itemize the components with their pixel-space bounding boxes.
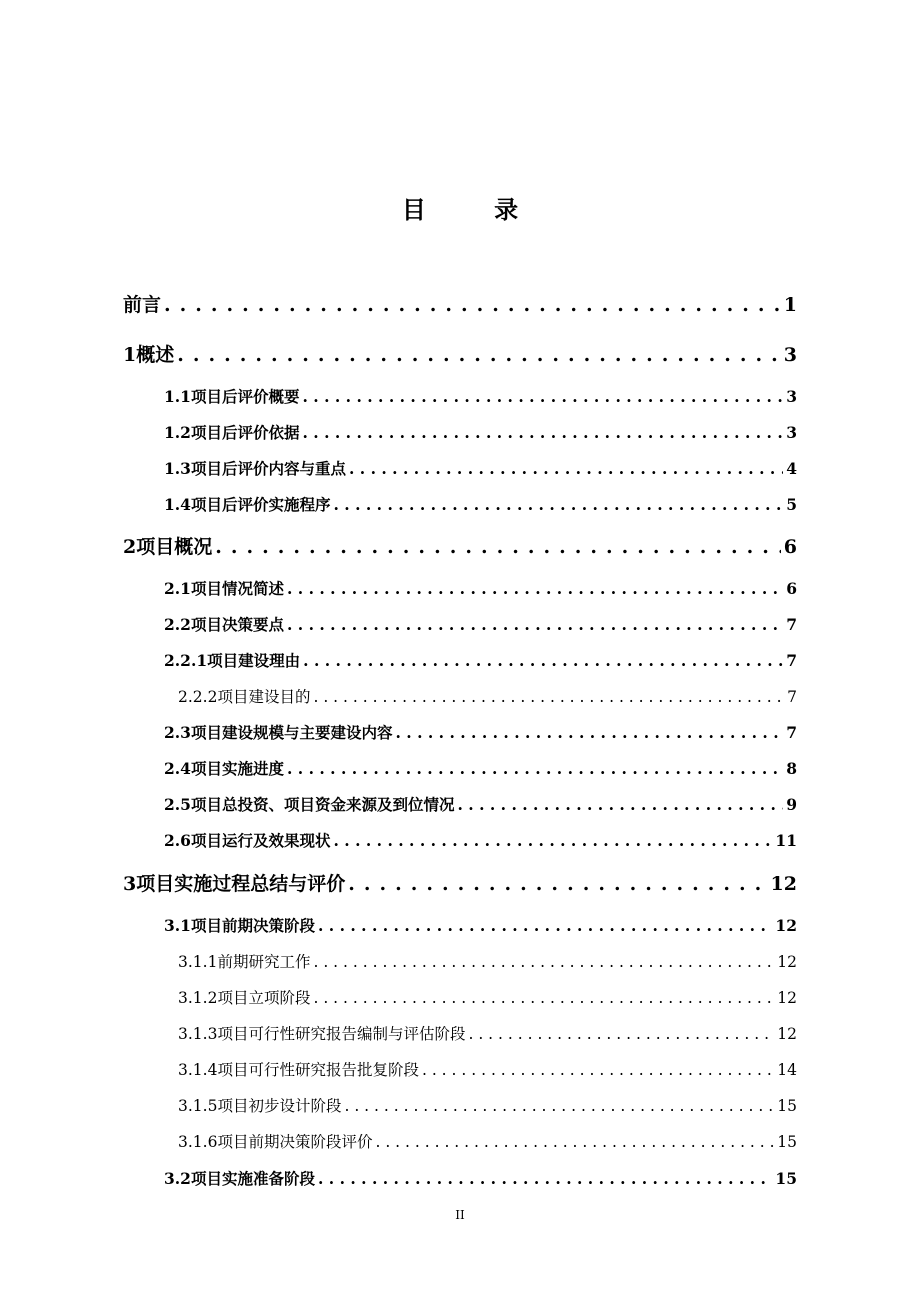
toc-entry-2-5[interactable] <box>164 792 797 818</box>
toc-entry-number: 2.1 <box>164 579 191 598</box>
toc-entry-1-4[interactable] <box>164 492 797 518</box>
leader-dots <box>302 384 783 410</box>
toc-entry-3-2[interactable] <box>164 1166 797 1192</box>
toc-entry-page: 7 <box>787 688 797 706</box>
toc-entry-title: 前期研究工作 <box>217 953 311 971</box>
toc-entry-number: 2.2.2 <box>178 688 218 706</box>
toc-entry-2-4[interactable] <box>164 756 797 782</box>
toc-entry-number: 3.1.3 <box>178 1025 218 1043</box>
toc-entry-page: 12 <box>777 989 797 1007</box>
leader-dots <box>164 290 781 320</box>
toc-entry-number: 2.2.1 <box>164 651 208 670</box>
toc-entry-title: 前言 <box>123 294 162 316</box>
leader-dots <box>318 913 772 939</box>
toc-entry-title: 项目前期决策阶段评价 <box>217 1133 373 1151</box>
toc-entry-number: 1.2 <box>164 423 191 442</box>
toc-entry-title: 项目后评价依据 <box>190 423 300 442</box>
toc-entry-number: 1 <box>123 344 137 366</box>
leader-dots <box>422 1057 774 1083</box>
toc-entry-page: 6 <box>783 536 797 558</box>
toc-entry-2-2-2[interactable] <box>178 684 797 710</box>
toc-entry-title: 项目建设目的 <box>217 688 311 706</box>
toc-entry-page: 1 <box>783 294 797 316</box>
leader-dots <box>287 576 783 602</box>
toc-entry-2-6[interactable] <box>164 828 797 854</box>
toc-entry-page: 14 <box>777 1061 797 1079</box>
toc-entry-3-1-4[interactable] <box>178 1057 797 1083</box>
toc-entry-page: 7 <box>786 723 797 742</box>
page-number: II <box>455 1208 465 1222</box>
toc-entry-title: 项目建设理由 <box>207 651 301 670</box>
toc-entry-3-1-2[interactable] <box>178 985 797 1011</box>
toc-entry-page: 3 <box>786 423 797 442</box>
leader-dots <box>344 1093 774 1119</box>
toc-entry-page: 7 <box>786 651 797 670</box>
leader-dots <box>395 720 783 746</box>
toc-entry-title: 项目运行及效果现状 <box>190 831 331 850</box>
toc-entry-3[interactable] <box>123 869 797 899</box>
leader-dots <box>457 792 783 818</box>
toc-entry-number: 3.2 <box>164 1169 191 1188</box>
toc-entry-page: 15 <box>777 1097 797 1115</box>
toc-entry-page: 11 <box>775 831 797 850</box>
toc-entry-page: 15 <box>775 1169 797 1188</box>
toc-entry-number: 3.1 <box>164 916 191 935</box>
toc-entry-title: 项目实施过程总结与评价 <box>136 873 346 895</box>
toc-entry-number: 2.2 <box>164 615 191 634</box>
toc-entry-title: 概述 <box>136 344 175 366</box>
leader-dots <box>348 869 767 899</box>
toc-entry-title: 项目建设规模与主要建设内容 <box>190 723 393 742</box>
toc-entry-2-1[interactable] <box>164 576 797 602</box>
toc-entry-1-3[interactable] <box>164 456 797 482</box>
leader-dots <box>215 532 781 562</box>
toc-entry-3-1-6[interactable] <box>178 1129 797 1155</box>
toc-entry-title: 项目情况简述 <box>190 579 284 598</box>
toc-entry-title: 项目后评价实施程序 <box>190 495 331 514</box>
toc-entry-number: 2 <box>123 536 137 558</box>
toc-entry-number: 3.1.5 <box>178 1097 218 1115</box>
toc-entry-3-1-1[interactable] <box>178 949 797 975</box>
toc-entry-2[interactable] <box>123 532 797 562</box>
toc-entry-number: 3.1.6 <box>178 1133 218 1151</box>
leader-dots <box>287 756 783 782</box>
toc-entry-title: 项目可行性研究报告编制与评估阶段 <box>217 1025 466 1043</box>
toc-entry-title: 项目前期决策阶段 <box>190 916 315 935</box>
toc-entry-page: 8 <box>786 759 797 778</box>
toc-entry-title: 项目初步设计阶段 <box>217 1097 342 1115</box>
leader-dots <box>303 648 783 674</box>
toc-entry-3-1-5[interactable] <box>178 1093 797 1119</box>
toc-entry-number: 1.4 <box>164 495 191 514</box>
toc-entry-page: 3 <box>786 387 797 406</box>
leader-dots <box>313 684 784 710</box>
toc-entry-number: 3.1.1 <box>178 953 218 971</box>
toc-entry-page: 12 <box>777 953 797 971</box>
toc-entry-number: 1.3 <box>164 459 191 478</box>
toc-entry-3-1[interactable] <box>164 913 797 939</box>
toc-entry-preface[interactable] <box>123 290 797 320</box>
leader-dots <box>287 612 783 638</box>
toc-entry-number: 3.1.4 <box>178 1061 218 1079</box>
toc-entry-1[interactable] <box>123 340 797 370</box>
leader-dots <box>468 1021 774 1047</box>
toc-entry-number: 3 <box>123 873 137 895</box>
toc-entry-number: 3.1.2 <box>178 989 218 1007</box>
toc-entry-page: 4 <box>786 459 797 478</box>
toc-entry-number: 2.3 <box>164 723 191 742</box>
page-title: 目 录 <box>401 195 549 224</box>
toc-entry-title: 项目后评价概要 <box>190 387 300 406</box>
toc-entry-page: 6 <box>786 579 797 598</box>
toc-entry-page: 15 <box>777 1133 797 1151</box>
leader-dots <box>313 985 774 1011</box>
toc-entry-number: 1.1 <box>164 387 191 406</box>
toc-entry-3-1-3[interactable] <box>178 1021 797 1047</box>
toc-entry-title: 项目总投资、项目资金来源及到位情况 <box>190 795 455 814</box>
leader-dots <box>313 949 774 975</box>
toc-entry-number: 2.5 <box>164 795 191 814</box>
leader-dots <box>333 828 772 854</box>
leader-dots <box>349 456 783 482</box>
toc-entry-title: 项目可行性研究报告批复阶段 <box>217 1061 419 1079</box>
toc-entry-title: 项目立项阶段 <box>217 989 311 1007</box>
toc-entry-page: 12 <box>775 916 797 935</box>
toc-entry-page: 9 <box>786 795 797 814</box>
toc-entry-2-2[interactable] <box>164 612 797 638</box>
toc-entry-number: 2.6 <box>164 831 191 850</box>
toc-entry-title: 项目概况 <box>136 536 213 558</box>
toc-entry-page: 3 <box>783 344 797 366</box>
toc-entry-number: 2.4 <box>164 759 191 778</box>
leader-dots <box>333 492 783 518</box>
toc-entry-2-3[interactable] <box>164 720 797 746</box>
toc-entry-page: 12 <box>777 1025 797 1043</box>
toc-entry-1-1[interactable] <box>164 384 797 410</box>
toc-entry-page: 7 <box>786 615 797 634</box>
leader-dots <box>375 1129 774 1155</box>
toc-entry-2-2-1[interactable] <box>164 648 797 674</box>
leader-dots <box>302 420 783 446</box>
toc-entry-title: 项目实施进度 <box>190 759 284 778</box>
toc-entry-title: 项目决策要点 <box>190 615 284 634</box>
toc-entry-title: 项目实施准备阶段 <box>190 1169 315 1188</box>
toc-entry-title: 项目后评价内容与重点 <box>190 459 346 478</box>
toc-entry-page: 5 <box>786 495 797 514</box>
toc-entry-1-2[interactable] <box>164 420 797 446</box>
leader-dots <box>318 1166 772 1192</box>
toc-entry-page: 12 <box>770 873 797 895</box>
leader-dots <box>177 340 781 370</box>
